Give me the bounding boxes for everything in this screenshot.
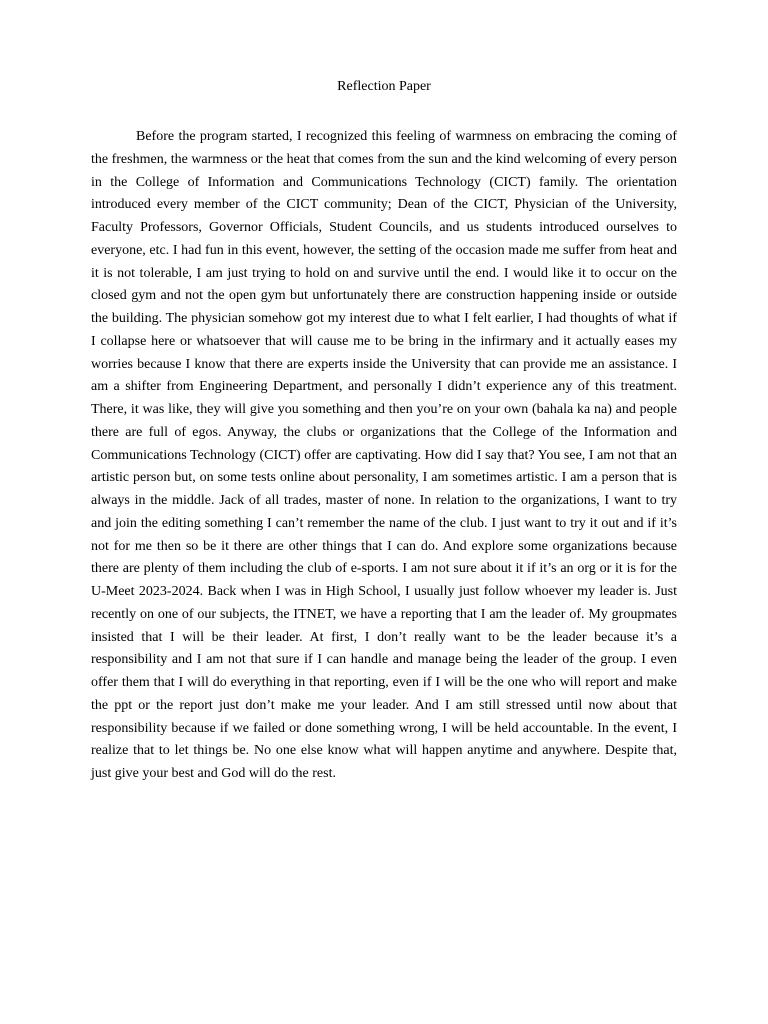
reflection-paragraph: Before the program started, I recognized this feeling of warmness on embracing the coming of the freshmen, the warmness or the heat that comes from the sun and the kind welcoming of every person in the College of Information and Communications Technology (CICT) family. The orientation introduced every member of the CICT community; Dean of the CICT, Physician of the University, Faculty Professors, Governor Officials, Student Councils, and us students introduced ourselves to everyone, etc. I had fun in this event, however, the setting of the occasion made me suffer from heat and it is not tolerable, I am just trying to hold on and survive until the end. I would like it to occur on the closed gym and not the open gym but unfortunately there are construction happening inside or outside the building. The physician somehow got my interest due to what I felt earlier, I had thoughts of what if I collapse here or whatsoever that will cause me to be bring in the infirmary and it actually eases my worries because I know that there are experts inside the University that can provide me an assistance. I am a shifter from Engineering Department, and personally I didn’t experience any of this treatment. There, it was like, they will give you something and then you’re on your own (bahala ka na) and people there are full of egos. Anyway, the clubs or organizations that the College of the Information and Communications Technology (CICT) offer are captivating. How did I say that? You see, I am not that an artistic person but, on some tests online about personality, I am sometimes artistic. I am a person that is always in the middle. Jack of all trades, master of none. In relation to the organizations, I want to try and join the editing something I can’t remember the name of the club. I just want to try it out and if it’s not for me then so be it there are other things that I can do. And explore some organizations because there are plenty of them including the club of e-sports. I am not sure about it if it’s an org or it is for the U-Meet 2023-2024. Back when I was in High School, I usually just follow whoever my leader is. Just recently on one of our subjects, the ITNET, we have a reporting that I am the leader of. My groupmates insisted that I will be their leader. At first, I don’t really want to be the leader because it’s a responsibility and I am not that sure if I can handle and manage being the leader of the group. I even offer them that I will do everything in that reporting, even if I will be the one who will report and make the ppt or the report just don’t make me your leader. And I am still stressed until now about that responsibility because if we failed or done something wrong, I will be held accountable. In the event, I realize that to let things be. No one else know what will happen anytime and anywhere. Despite that, just give your best and God will do the rest. (91, 129, 677, 781)
page-title: Reflection Paper (337, 79, 431, 94)
